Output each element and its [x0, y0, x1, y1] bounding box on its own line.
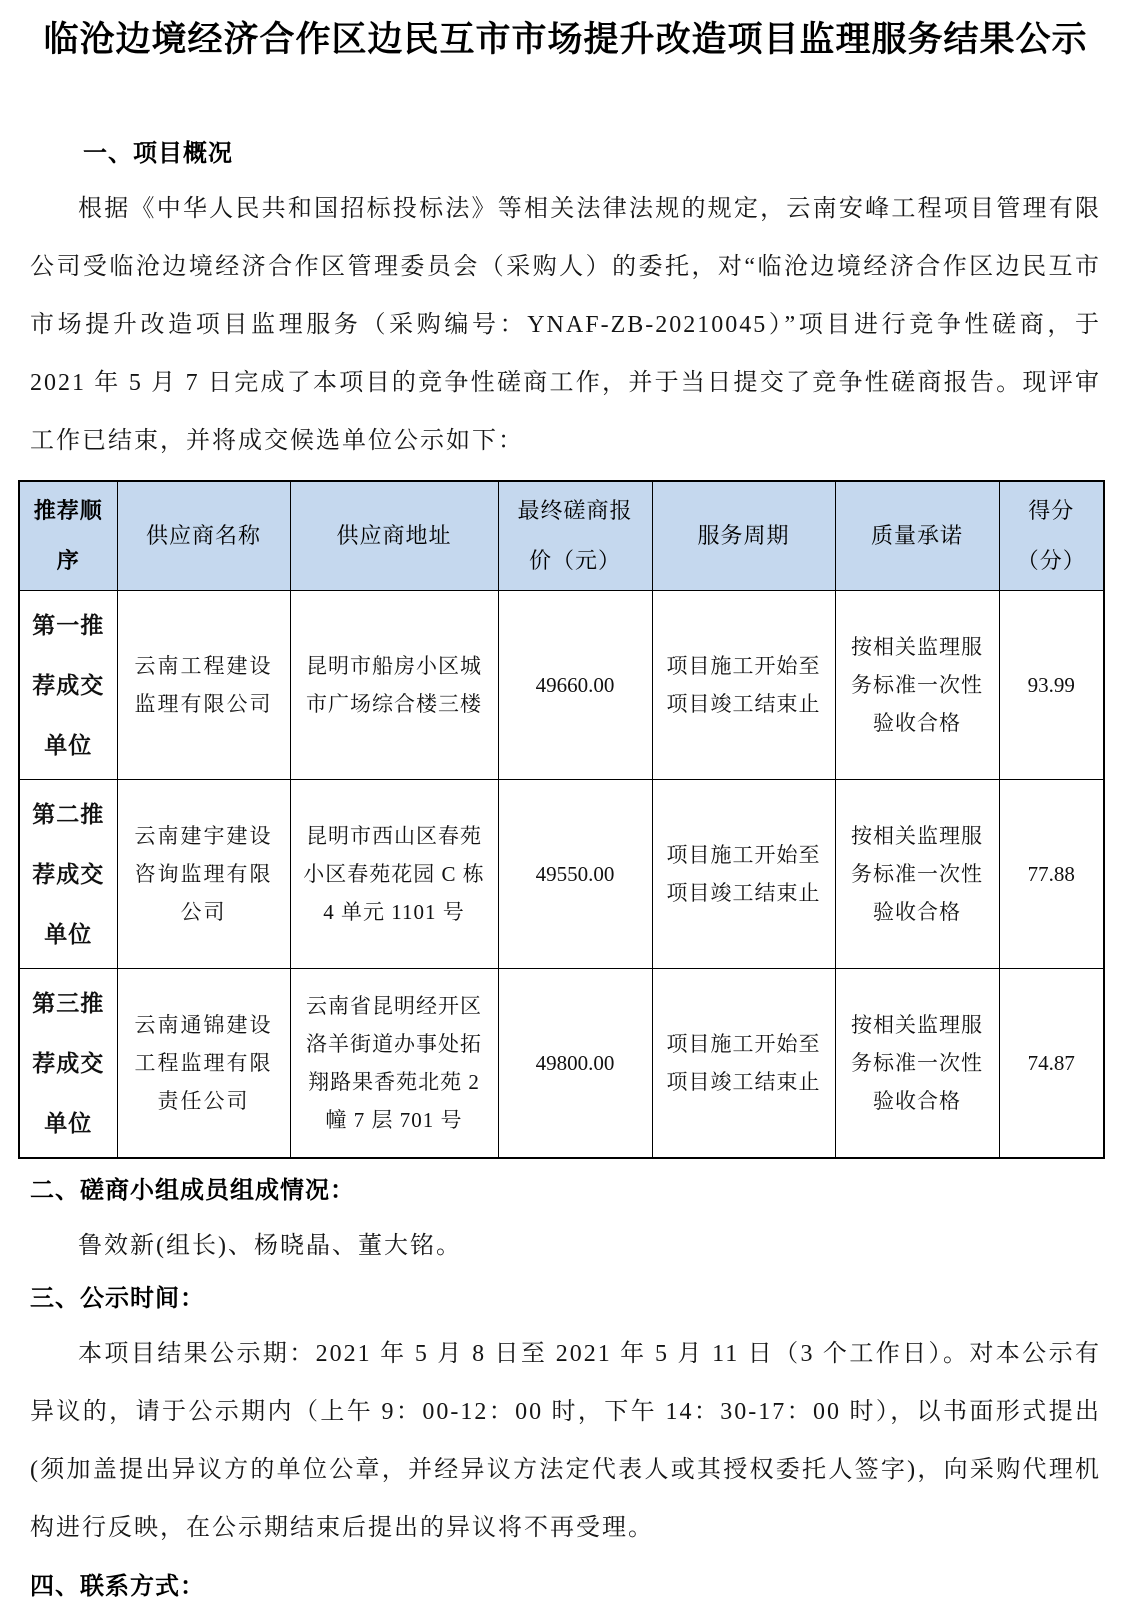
- score-cell: 93.99: [999, 591, 1104, 780]
- rank-cell: 第二推荐成交单位: [19, 780, 117, 969]
- supplier-cell: 云南工程建设监理有限公司: [117, 591, 290, 780]
- quality-cell: 按相关监理服务标准一次性验收合格: [835, 780, 999, 969]
- price-cell: 49800.00: [498, 969, 652, 1159]
- score-cell: 74.87: [999, 969, 1104, 1159]
- page-title: 临沧边境经济合作区边民互市市场提升改造项目监理服务结果公示: [43, 20, 1088, 59]
- table-row: [19, 591, 1104, 780]
- column-header-rank: 推荐顺序: [19, 481, 117, 591]
- address-cell: 昆明市船房小区城市广场综合楼三楼: [290, 591, 498, 780]
- column-header-price: 最终磋商报价（元）: [498, 481, 652, 591]
- period-cell: 项目施工开始至项目竣工结束止: [652, 591, 835, 780]
- table-header-row: [19, 481, 1104, 591]
- period-cell: 项目施工开始至项目竣工结束止: [652, 780, 835, 969]
- rank-cell: 第一推荐成交单位: [19, 591, 117, 780]
- section-panel-heading: 二、磋商小组成员组成情况：: [30, 1177, 355, 1204]
- section-overview-body: 根据《中华人民共和国招标投标法》等相关法律法规的规定，云南安峰工程项目管理有限公司受临沧边境经济合作区管理委员会（采购人）的委托，对“临沧边境经济合作区边民互市市场提升改造项目监理服务（采购编号：YNAF-ZB-20210045）”项目进行竞争性磋商，于 2021 年 5 月 7 日完成了本项目的竞争性磋商工作，并于当日提交了竞争性磋商报告。现评审工作已结束，并将成交候选单位公示如下：: [30, 196, 1101, 454]
- section-contact-heading: 四、联系方式：: [30, 1573, 205, 1600]
- address-cell: 昆明市西山区春苑小区春苑花园 C 栋 4 单元 1101 号: [290, 780, 498, 969]
- section-overview-heading: 一、项目概况: [83, 140, 233, 167]
- table-row: [19, 969, 1104, 1159]
- panel-members-text: 鲁效新(组长)、杨晓晶、董大铭。: [78, 1233, 462, 1259]
- table-row: [19, 780, 1104, 969]
- price-cell: 49550.00: [498, 780, 652, 969]
- column-header-score: 得分（分）: [999, 481, 1104, 591]
- period-cell: 项目施工开始至项目竣工结束止: [652, 969, 835, 1159]
- supplier-cell: 云南通锦建设工程监理有限责任公司: [117, 969, 290, 1159]
- column-header-quality: 质量承诺: [835, 481, 999, 591]
- quality-cell: 按相关监理服务标准一次性验收合格: [835, 591, 999, 780]
- rank-cell: 第三推荐成交单位: [19, 969, 117, 1159]
- quality-cell: 按相关监理服务标准一次性验收合格: [835, 969, 999, 1159]
- results-table: [18, 480, 1105, 1159]
- column-header-address: 供应商地址: [290, 481, 498, 591]
- price-cell: 49660.00: [498, 591, 652, 780]
- address-cell: 云南省昆明经开区洛羊街道办事处拓翔路果香苑北苑 2 幢 7 层 701 号: [290, 969, 498, 1159]
- supplier-cell: 云南建宇建设咨询监理有限公司: [117, 780, 290, 969]
- section-publicity-heading: 三、公示时间：: [30, 1285, 205, 1312]
- publicity-body: 本项目结果公示期：2021 年 5 月 8 日至 2021 年 5 月 11 日（3 个工作日）。对本公示有异议的，请于公示期内（上午 9：00-12：00 时，下午 14：30-17：00 时），以书面形式提出(须加盖提出异议方的单位公章，并经异议方法定代表人或其授权委托人签字)，向采购代理机构进行反映，在公示期结束后提出的异议将不再受理。: [30, 1341, 1101, 1541]
- score-cell: 77.88: [999, 780, 1104, 969]
- column-header-supplier: 供应商名称: [117, 481, 290, 591]
- column-header-period: 服务周期: [652, 481, 835, 591]
